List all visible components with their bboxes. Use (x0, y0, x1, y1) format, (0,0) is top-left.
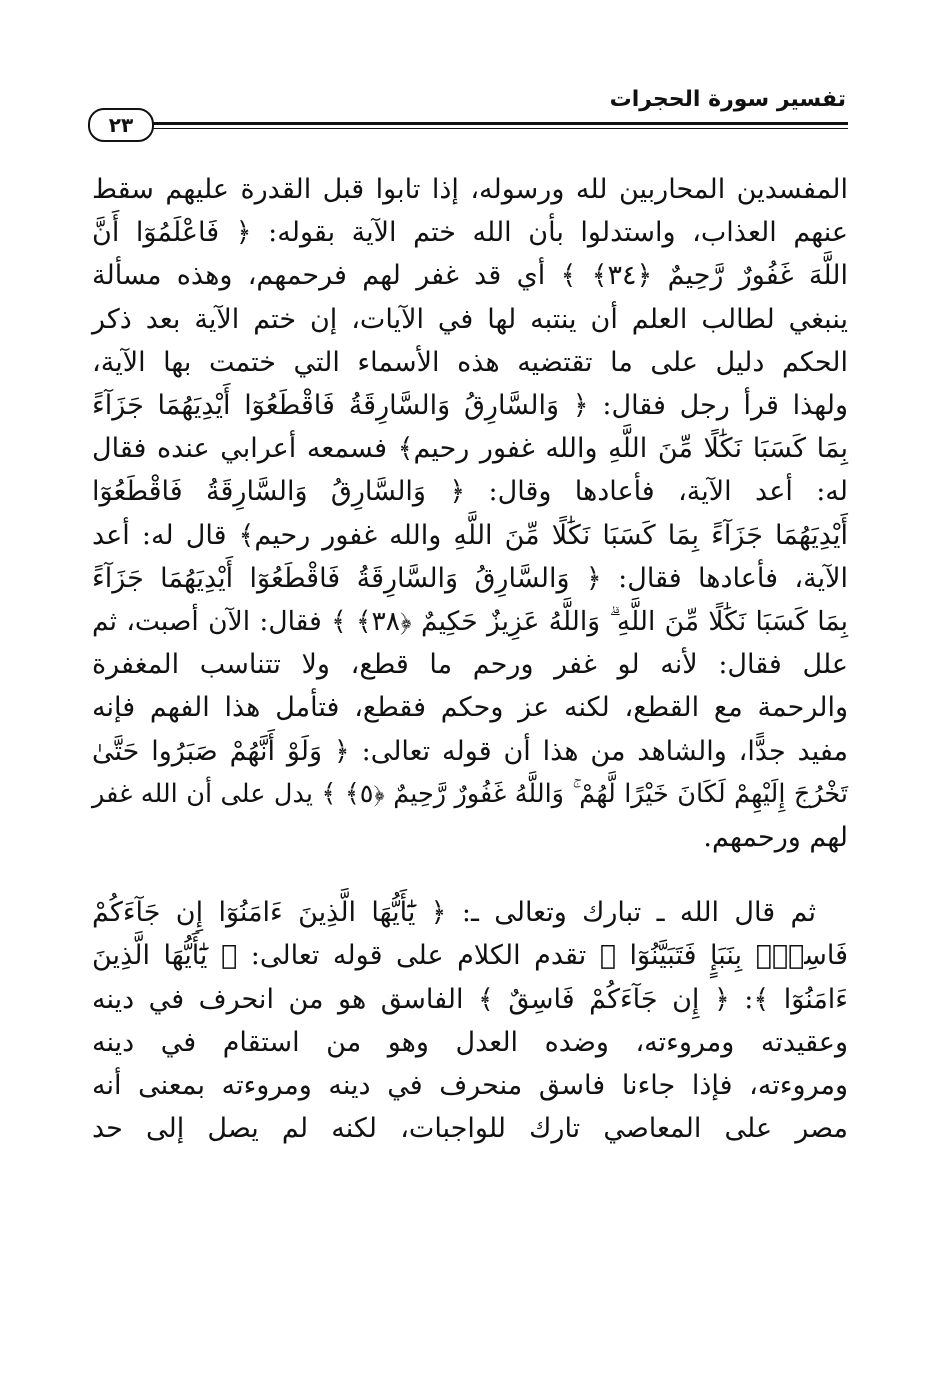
running-header (88, 82, 848, 144)
text-line: مصر على المعاصي تارك للواجبات، لكنه لم يصل إلى حد (92, 1113, 848, 1145)
text-line: والرحمة مع القطع، لكنه عز وحكم فقطع، فتأمل هذا الفهم فإنه (92, 692, 848, 724)
text-line: المفسدين المحاربين لله ورسوله، إذا تابوا قبل القدرة عليهم سقط (92, 174, 848, 205)
text-line: عنهم العذاب، واستدلوا بأن الله ختم الآية بقوله: ﴿ فَاعْلَمُوٓا أَنَّ (92, 217, 848, 249)
text-line: الآية، فأعادها فقال: ﴿ وَالسَّارِقُ وَالسَّارِقَةُ فَاقْطَعُوٓا أَيْدِيَهُمَا جَزَآءً (92, 562, 848, 594)
running-header-title: تفسير سورة الحجرات (609, 87, 846, 112)
text-line: الحكم دليل على ما تقتضيه هذه الأسماء التي ختمت بها الآية، (92, 346, 848, 378)
text-line: بِمَا كَسَبَا نَكَٰلًا مِّنَ اللَّهِ والله غفور رحيم﴾ فسمعه أعرابي عنده فقال (92, 433, 848, 465)
header-rule (148, 122, 848, 129)
text-line: ينبغي لطالب العلم أن ينتبه لها في الآيات، إن ختم الآية بعد ذكر (92, 303, 848, 335)
text-line: لهم ورحمهم. (703, 822, 848, 854)
text-line: اللَّهَ غَفُورٌ رَّحِيمٌ ﴿٣٤﴾ ﴾ أي قد غفر لهم فرحمهم، وهذه مسألة (92, 260, 848, 292)
text-line: ولهذا قرأ رجل فقال: ﴿ وَالسَّارِقُ وَالسَّارِقَةُ فَاقْطَعُوٓا أَيْدِيَهُمَا جَزَآءً (92, 390, 848, 422)
text-line: ثم قال الله ـ تبارك وتعالى ـ: ﴿ يَٰٓأَيُّهَا الَّذِينَ ءَامَنُوٓا إِن جَآءَكُمْ (92, 897, 816, 929)
text-line: علل فقال: لأنه لو غفر ورحم ما قطع، ولا تتناسب المغفرة (92, 649, 848, 681)
paragraph-1 (92, 168, 848, 859)
text-line: فَاسِقٌۢ بِنَبَإٍ فَتَبَيَّنُوٓا ﴾ تقدم الكلام على قوله تعالى: ﴿ يَٰٓأَيُّهَا الَّذِينَ (92, 940, 848, 972)
text-line: تَخْرُجَ إِلَيْهِمْ لَكَانَ خَيْرًا لَّهُمْ ۚ وَاللَّهُ غَفُورٌ رَّحِيمٌ ﴿٥﴾ ﴾ يدل على أن الله غفر (92, 778, 848, 809)
body-text (92, 168, 848, 1150)
text-line: ومروءته، فإذا جاءنا فاسق منحرف في دينه ومروءته بمعنى أنه (92, 1070, 848, 1102)
text-line: وعقيدته ومروءته، وضده العدل وهو من استقام في دينه (92, 1026, 848, 1058)
text-line: ءَامَنُوٓا ﴾: ﴿ إِن جَآءَكُمْ فَاسِقٌ ﴾ الفاسق هو من انحرف في دينه (92, 983, 848, 1015)
paragraph-2 (92, 891, 848, 1150)
text-line: بِمَا كَسَبَا نَكَٰلًا مِّنَ اللَّهِ ۗ وَاللَّهُ عَزِيزٌ حَكِيمٌ ﴿٣٨﴾ ﴾ فقال: الآن أصبت، ثم (92, 606, 848, 638)
text-line: مفيد جدًّا، والشاهد من هذا أن قوله تعالى: ﴿ وَلَوْ أَنَّهُمْ صَبَرُوا حَتَّىٰ (92, 735, 848, 767)
text-line: له: أعد الآية، فأعادها وقال: ﴿ وَالسَّارِقُ وَالسَّارِقَةُ فَاقْطَعُوٓا (92, 476, 848, 508)
text-line: أَيْدِيَهُمَا جَزَآءً بِمَا كَسَبَا نَكَٰلًا مِّنَ اللَّهِ والله غفور رحيم﴾ قال له: أعد (92, 519, 848, 551)
page-number: ٢٣ (88, 108, 154, 142)
